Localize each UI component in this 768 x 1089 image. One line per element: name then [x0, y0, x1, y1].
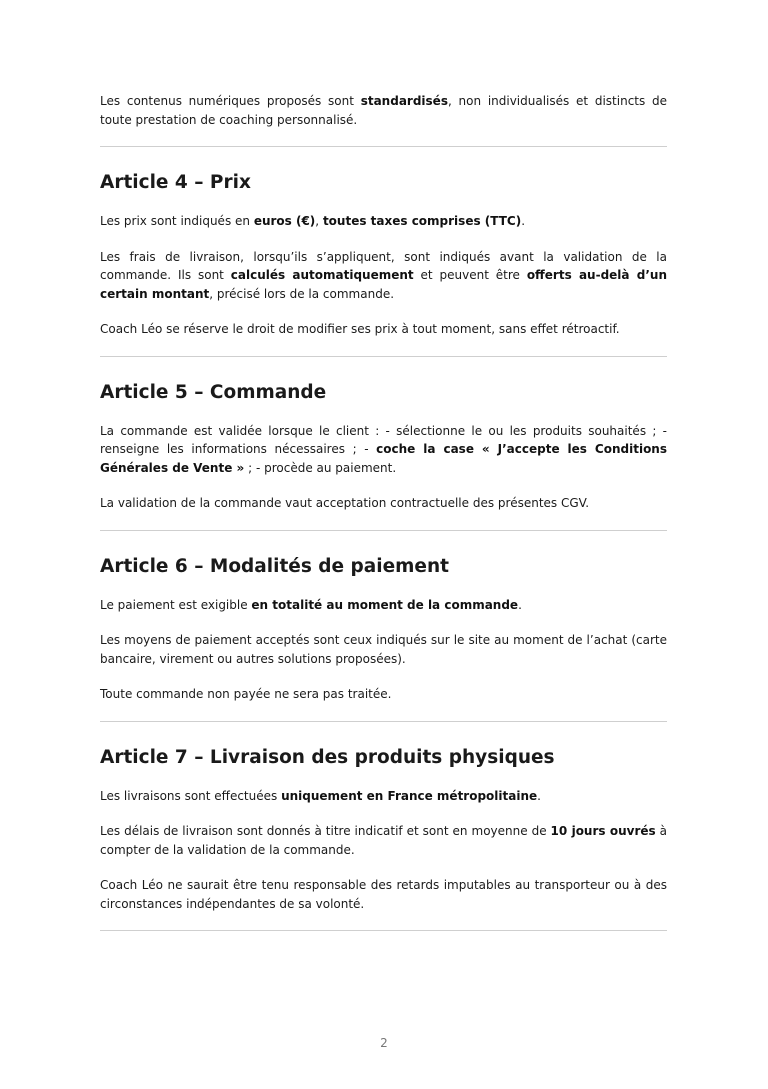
intro-paragraph: Les contenus numériques proposés sont standardisés, non individualisés et distincts de toute prestation de coaching personnalisé. — [100, 94, 667, 127]
article-7-paragraph-2: Les délais de livraison sont donnés à titre indicatif et sont en moyenne de 10 jours ouvrés à compter de la validation de la commande. — [100, 824, 668, 857]
article-5-title: Article 5 – Commande — [100, 381, 327, 403]
article-5 — [100, 381, 667, 513]
article-6-paragraph-1: Le paiement est exigible en totalité au moment de la commande. — [100, 597, 522, 612]
article-4-paragraph-3: Coach Léo se réserve le droit de modifier ses prix à tout moment, sans effet rétroactif. — [100, 322, 620, 336]
article-6-title: Article 6 – Modalités de paiement — [100, 555, 449, 577]
article-5-paragraph-1: La commande est validée lorsque le client : - sélectionne le ou les produits souhaités ; - renseigne les informations nécessaires ; - coche la case « J’accepte les Conditions Générales de Vente » ; - procède au paiement. — [100, 423, 667, 475]
article-6-paragraph-3: Toute commande non payée ne sera pas traitée. — [100, 687, 392, 701]
article-4-paragraph-1: Les prix sont indiqués en euros (€), toutes taxes comprises (TTC). — [100, 214, 526, 228]
article-4 — [100, 171, 667, 339]
page-number: 2 — [380, 1036, 388, 1050]
article-7 — [100, 746, 667, 914]
divider — [100, 356, 667, 357]
divider — [100, 930, 667, 931]
article-7-title: Article 7 – Livraison des produits physiques — [100, 746, 555, 768]
document-page — [100, 92, 667, 955]
article-4-title: Article 4 – Prix — [100, 172, 251, 193]
article-7-paragraph-1: Les livraisons sont effectuées uniquement en France métropolitaine. — [100, 788, 541, 803]
article-6 — [100, 555, 667, 704]
divider — [100, 146, 667, 147]
article-7-paragraph-3: Coach Léo ne saurait être tenu responsable des retards imputables au transporteur ou à des circonstances indépendantes de sa volonté. — [100, 878, 667, 911]
article-4-paragraph-2: Les frais de livraison, lorsqu’ils s’appliquent, sont indiqués avant la validation de la commande. Ils sont calculés automatiquement et peuvent être offerts au-delà d’un certain montant, précisé lors de la commande. — [100, 249, 667, 301]
divider — [100, 530, 667, 531]
article-5-paragraph-2: La validation de la commande vaut acceptation contractuelle des présentes CGV. — [100, 496, 590, 510]
divider — [100, 721, 667, 722]
article-6-paragraph-2: Les moyens de paiement acceptés sont ceux indiqués sur le site au moment de l’achat (carte bancaire, virement ou autres solutions proposées). — [100, 633, 667, 666]
